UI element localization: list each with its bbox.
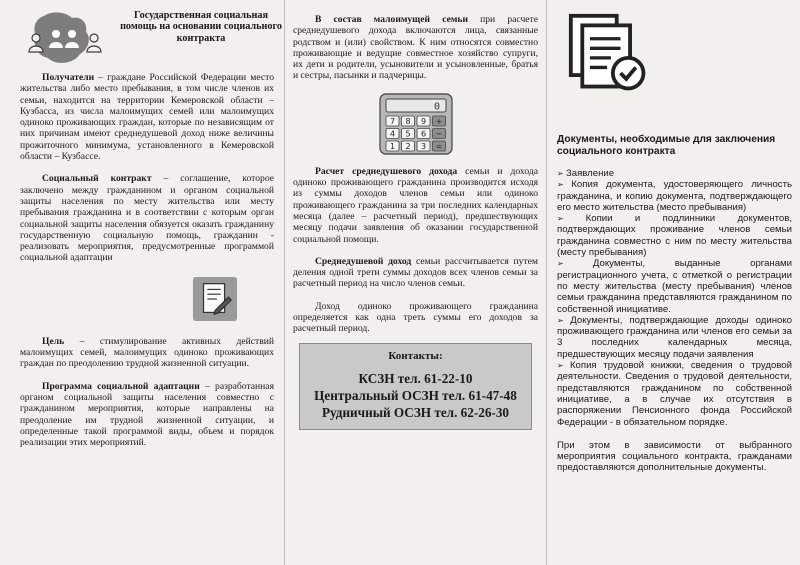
calc-text: семьи и дохода одиноко проживающего гражданина производится исходя из суммы доходов членов семьи или одиноко проживающего гражданина за три последних календарных месяца (далее – расчетный период), предшествующих месяцу подачи заявления об оказании государственной социальной помощи.: [293, 165, 538, 245]
goal-text: – стимулирование активных действий малоимущих семей, малоимущих одиноко проживающих граждан по преодолению трудной жизненной ситуации.: [20, 335, 274, 370]
goal-paragraph: [20, 336, 274, 370]
doc-item: ➢ Копия трудовой книжки, сведения о трудовой деятельности. Сведения о трудовой деятельности, представляются гражданином по собственной инициативе, а в случае их отсутствия в распоряжении Пенсионного фонда Российской Федерации - в обязательном порядке.: [557, 360, 792, 428]
arrow-bullet-icon: ➢: [557, 214, 586, 224]
calculator-key-label: 9: [420, 116, 426, 126]
doc-item: ➢ Заявление: [557, 168, 615, 179]
contact-central-oszn: Центральный ОСЗН тел. 61-47-48: [314, 387, 517, 403]
column-left: [0, 0, 284, 565]
calculator-key-label: −: [435, 129, 442, 139]
arrow-bullet-icon: ➢: [557, 315, 571, 325]
doc-item: ➢ Копия документа, удостоверяющего личность гражданина, и копию документа, подтверждающего его место жительства (место пребывания): [557, 179, 792, 213]
family-paragraph: [293, 14, 538, 82]
contract-text: – соглашение, которое заключено между гражданином и органом социальной защиты населения по месту жительства или месту пребывания гражданина и в соответствии с которым орган социальной защиты населения обязуется оказать гражданину государственную социальную помощь, гражданин - реализовать мероприятия, предусмотренные программой социальной адаптации: [20, 173, 274, 264]
contract-term: Социальный контракт: [42, 173, 152, 185]
header-title: Государственная социальная помощь на основании социального контракта: [120, 10, 282, 44]
family-term: В состав малоимущей семьи: [315, 14, 468, 25]
arrow-bullet-icon: ➢: [557, 361, 570, 371]
arrow-bullet-icon: ➢: [557, 259, 593, 269]
contacts-box: [299, 343, 532, 430]
calculator-key-label: 1: [389, 141, 395, 151]
calculator-key-label: 5: [404, 129, 411, 139]
doc-item: ➢ Копии и подлинники документов, подтверждающих проживание членов семьи гражданина совместно с ним по месту жительства (месту пребывания): [557, 213, 792, 259]
people-map-icon: [22, 8, 110, 68]
calculator-key-label: 2: [404, 141, 411, 151]
calculator-icon: [378, 92, 454, 156]
calculator-block: [293, 82, 538, 166]
program-term: Программа социальной адаптации: [42, 380, 200, 392]
recipients-paragraph: [20, 72, 274, 162]
avg-term: Среднедушевой доход: [315, 255, 412, 267]
calculator-key-label: 3: [420, 141, 426, 151]
document-pen-icon: [192, 276, 238, 322]
calculator-key-label: 4: [389, 129, 395, 139]
calculator-key-label: =: [435, 141, 442, 151]
program-text: – разработанная органом социальной защиты населения совместно с гражданином мероприятия, которые направлены на преодоление им трудной жизненной ситуации, и определенные такой программой виды, объем и порядок реализации этих мероприятий.: [20, 380, 274, 449]
documents-title: Документы, необходимые для заключения социального контракта: [557, 134, 776, 157]
calc-paragraph: [293, 166, 538, 245]
column-right: [546, 0, 800, 565]
contact-kszn: КСЗН тел. 61-22-10: [358, 370, 473, 386]
contacts-title: Контакты:: [388, 349, 443, 362]
single-income-paragraph: Доход одиноко проживающего гражданина определяется как одна треть суммы его доходов за расчетный период.: [293, 300, 538, 335]
doc-item: ➢ Документы, подтверждающие доходы одиноко проживающего гражданина или членов его семьи за 3 последних календарных месяца, предшествующих месяцу подачи заявления: [557, 314, 792, 360]
calc-term: Расчет среднедушевого дохода: [315, 165, 458, 177]
calculator-key-label: +: [435, 116, 442, 126]
documents-icon-block: [557, 12, 792, 122]
recipients-term: Получатели: [42, 72, 95, 83]
doc-item: ➢ Документы, выданные органами регистрационного учета, с отметкой о регистрации по месту жительства (месту пребывания) членов семьи гражданина представляются гражданином по собственной инициативе.: [557, 258, 792, 315]
family-text: при расчете среднедушевого дохода включаются лица, связанные родством и (или) свойством. К ним относятся совместно проживающие и ведущие совместное хозяйство супруги, их дети и родители, усыновители и усыновленные, братья и сестры, пасынки и падчерицы.: [293, 14, 538, 82]
header-block: [20, 6, 282, 72]
additional-documents-note: При этом в зависимости от выбранного мероприятия социального контракта, гражданами предоставляются дополнительные документы.: [557, 439, 792, 474]
avg-text: семьи рассчитывается путем деления одной трети суммы доходов всех членов семьи за расчетный период на число членов семьи.: [293, 255, 538, 290]
recipients-text: – граждане Российской Федерации место жительства либо место пребывания, в том числе членов их семьи, находится на территории Кемеровской области – Кузбасса, из числа малоимущих семей или малоимущих одиноко проживающих граждан, которые по независящим от них причинам имеют среднедушевой доход ниже величины прожиточного минимума, установленного в Кемеровской области – Кузбассе.: [20, 72, 274, 163]
avg-paragraph: [293, 256, 538, 290]
contact-rudnichny-oszn: Рудничный ОСЗН тел. 62-26-30: [321, 404, 510, 420]
calculator-key-label: 7: [389, 116, 395, 126]
svg-text:0: 0: [433, 101, 440, 113]
contract-paragraph: [20, 173, 274, 263]
column-middle: [284, 0, 546, 565]
goal-term: Цель: [42, 335, 65, 347]
program-paragraph: [20, 381, 274, 449]
arrow-bullet-icon: ➢: [557, 169, 566, 178]
document-pen-block: [20, 264, 274, 336]
calculator-key-label: 6: [420, 129, 426, 139]
calculator-key-label: 8: [404, 116, 411, 126]
arrow-bullet-icon: ➢: [557, 180, 572, 190]
documents-checkmark-icon: [567, 12, 653, 98]
